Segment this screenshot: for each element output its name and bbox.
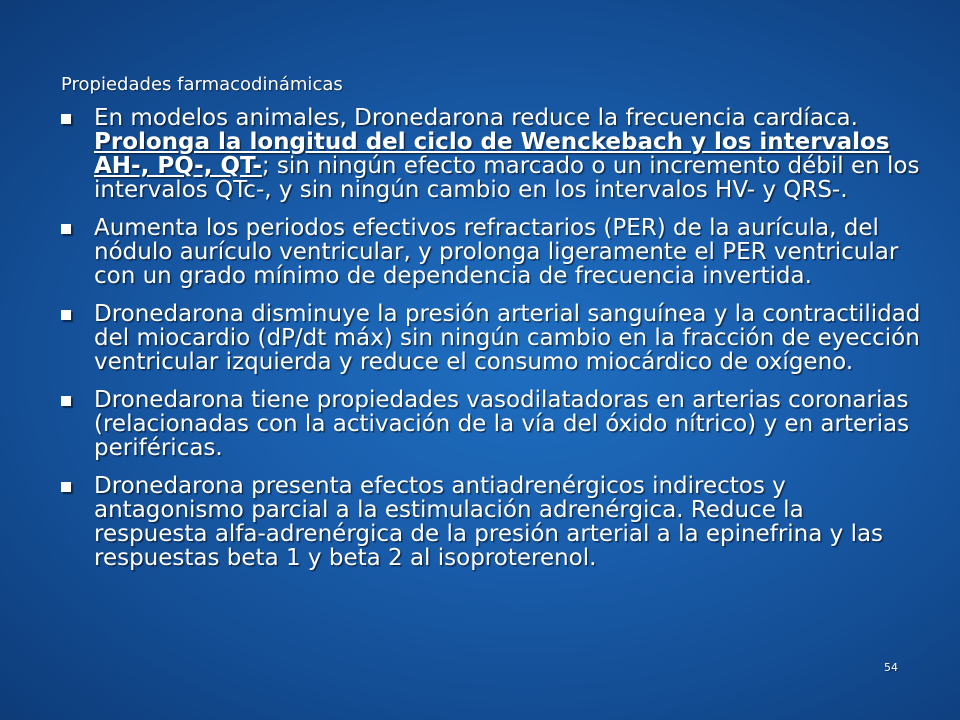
bullet-text <box>94 105 919 203</box>
square-bullet-icon <box>61 114 71 124</box>
page-number: 54 <box>884 661 898 674</box>
bullet-text-after: ; sin ningún efecto marcado o un incremento débil en los intervalos QTc-, y sin ningún cambio en los intervalos HV- y QRS-. <box>94 153 920 203</box>
bullet-item <box>56 302 922 374</box>
bullet-text: Dronedarona tiene propiedades vasodilatadoras en arterias coronarias (relacionadas con la activación de la vía del óxido nítrico) y en arterias periféricas. <box>94 387 910 461</box>
bullet-text-emphasis: Prolonga la longitud del ciclo de Wenckebach y los intervalos AH-, PQ-, QT- <box>94 129 890 179</box>
bullet-text: Dronedarona presenta efectos antiadrenérgicos indirectos y antagonismo parcial a la estimulación adrenérgica. Reduce la respuesta alfa-adrenérgica de la presión arterial a la epinefrina y las respuestas beta 1 y beta 2 al isoproterenol. <box>94 473 884 571</box>
square-bullet-icon <box>61 396 71 406</box>
square-bullet-icon <box>61 482 71 492</box>
bullet-item <box>56 474 922 570</box>
square-bullet-icon <box>61 310 71 320</box>
bullet-item <box>56 106 922 202</box>
bullet-text-before: En modelos animales, Dronedarona reduce la frecuencia cardíaca. <box>94 105 858 131</box>
bullet-text: Aumenta los periodos efectivos refractarios (PER) de la aurícula, del nódulo aurículo ventricular, y prolonga ligeramente el PER ventricular con un grado mínimo de dependencia de frecuencia invertida. <box>94 215 899 289</box>
bullet-item <box>56 216 922 288</box>
bullet-item <box>56 388 922 460</box>
bullet-text: Dronedarona disminuye la presión arterial sanguínea y la contractilidad del miocardio (dP/dt máx) sin ningún cambio en la fracción de eyección ventricular izquierda y reduce el consumo miocárdico de oxígeno. <box>94 301 921 375</box>
bullet-list <box>56 106 922 584</box>
square-bullet-icon <box>61 224 71 234</box>
slide-heading: Propiedades farmacodinámicas <box>61 74 343 95</box>
